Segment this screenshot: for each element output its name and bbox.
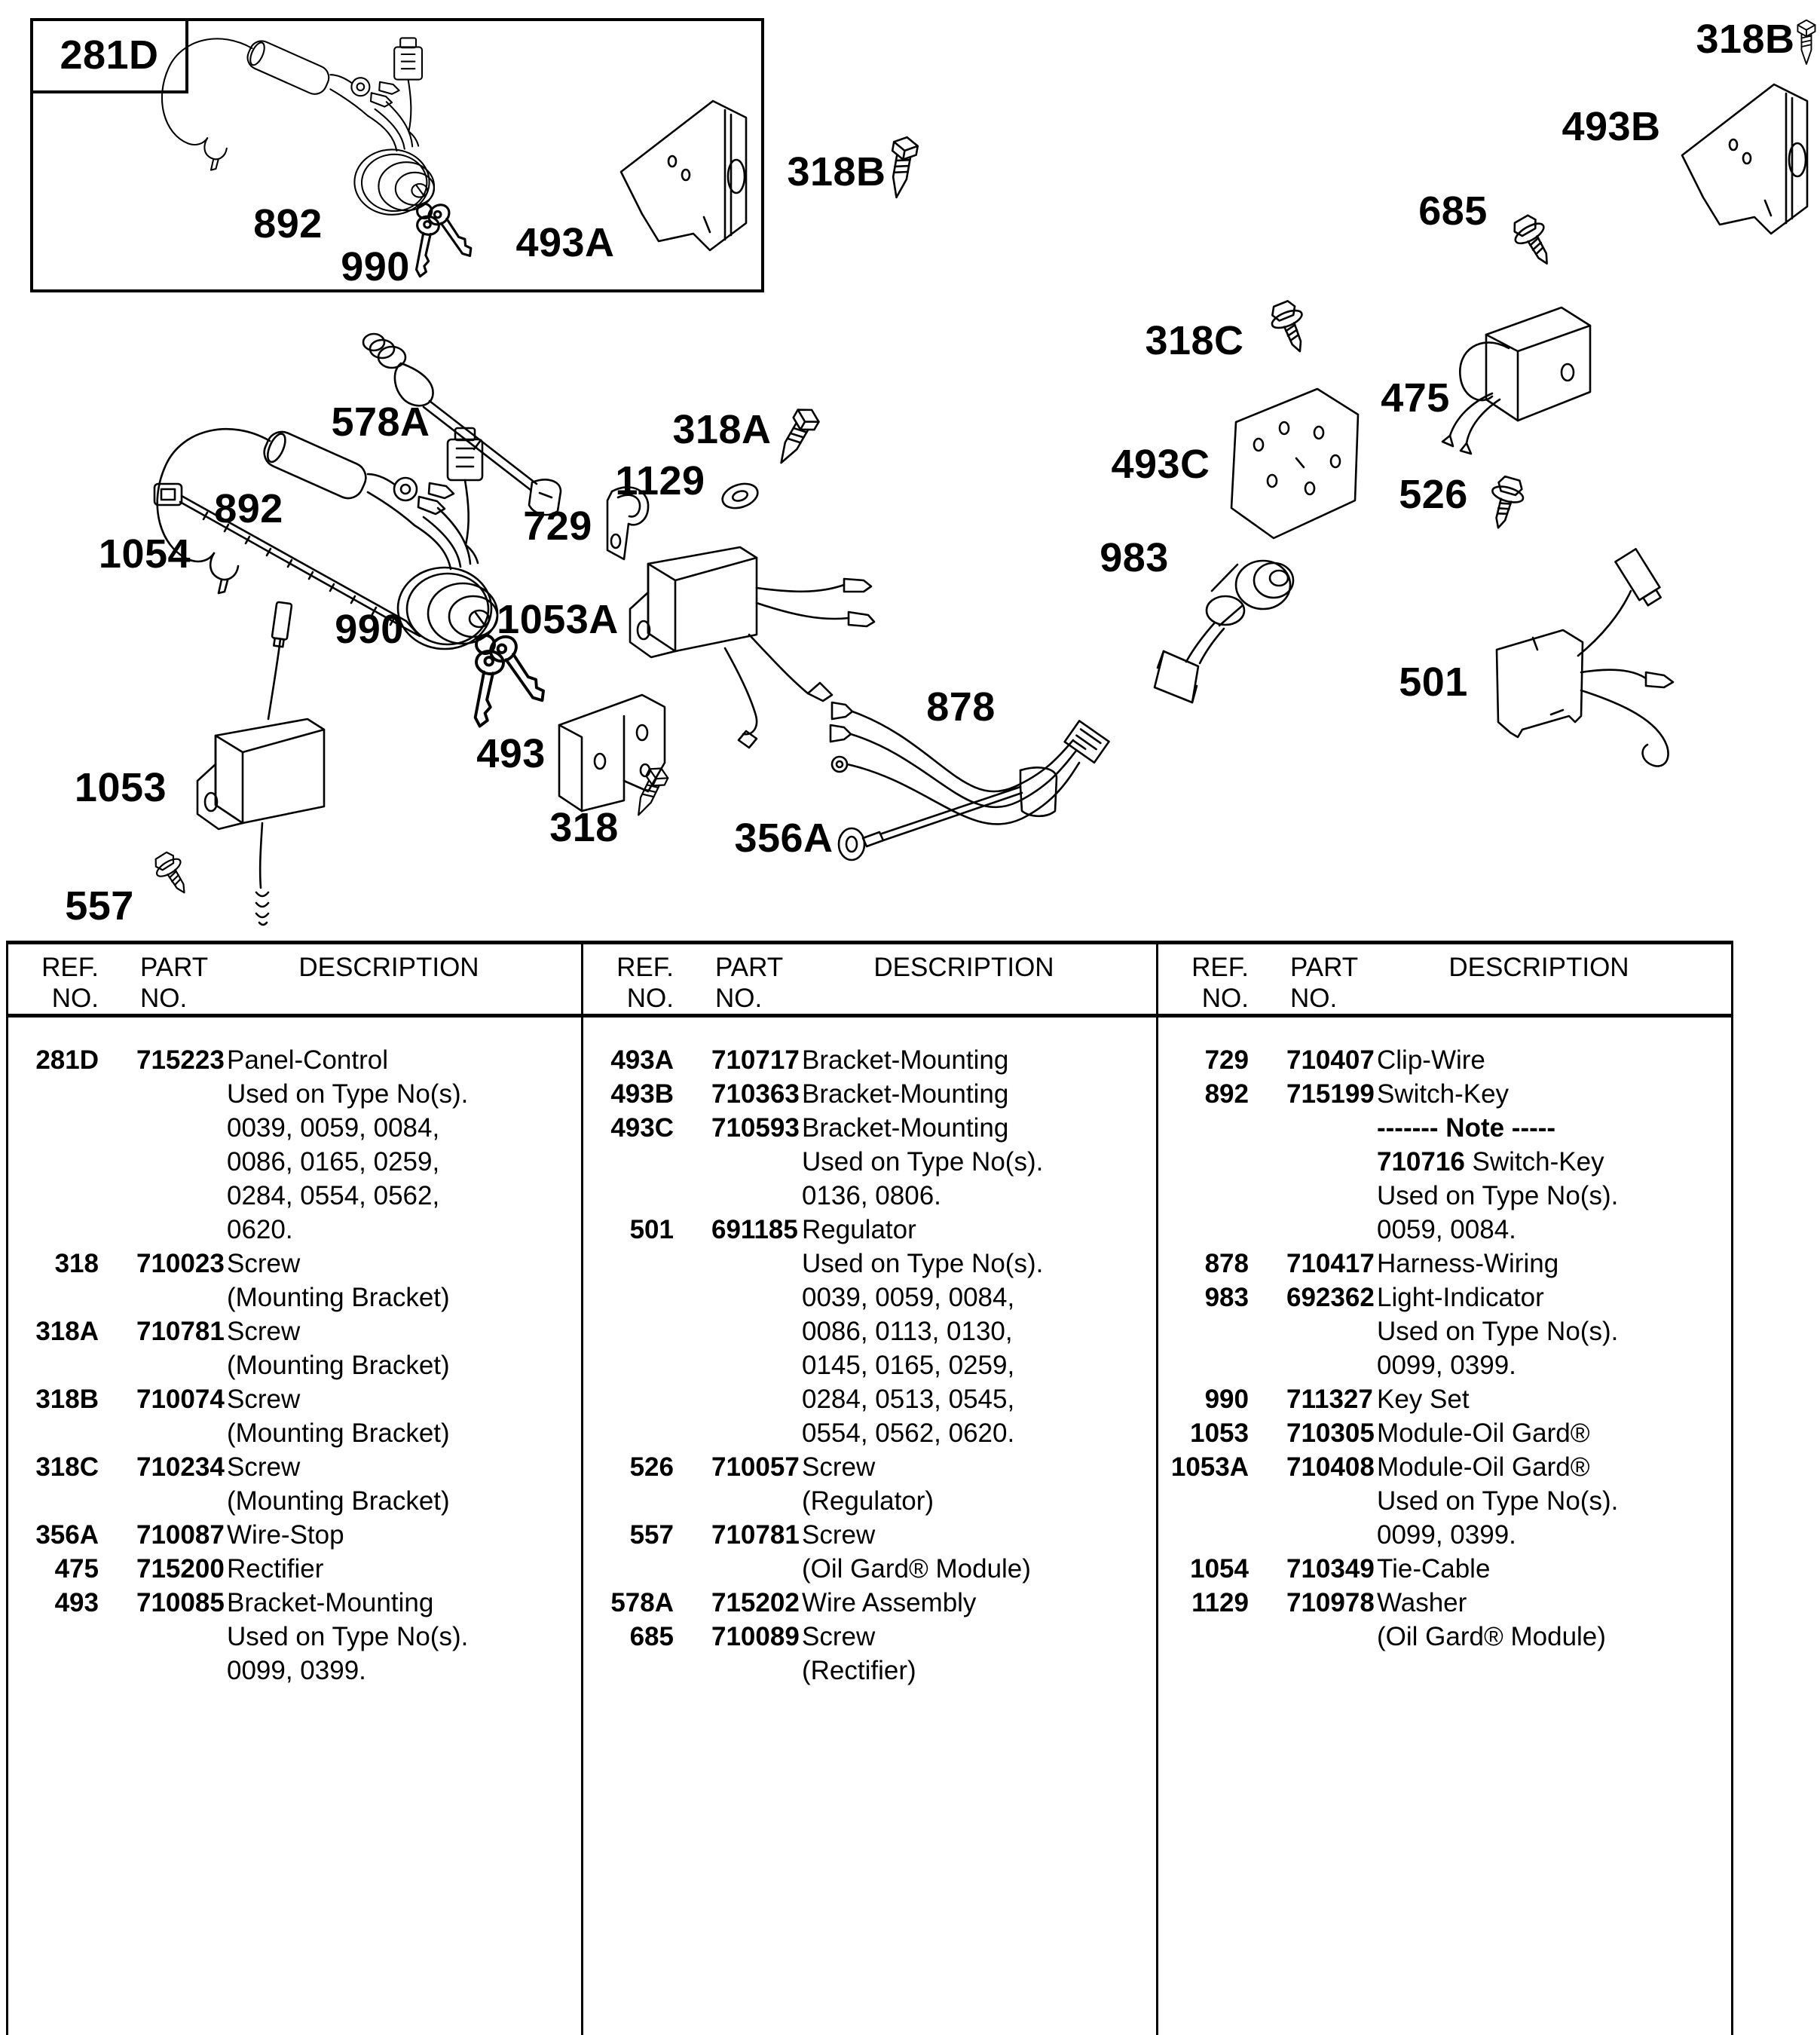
table-row (583, 1043, 1156, 1077)
table-row (1158, 1077, 1731, 1247)
column-rows (1158, 1017, 1731, 1654)
table-column (8, 944, 583, 2035)
header-part-no: PART NO. (140, 953, 209, 1013)
column-header (583, 944, 1156, 1017)
description-line: Used on Type No(s). (802, 1147, 1044, 1177)
part-module-oil-gard-1053 (197, 602, 324, 925)
description-line: (Rectifier) (802, 1656, 916, 1685)
part-label-685-7: 685 (1418, 188, 1488, 234)
table-row (8, 1586, 581, 1688)
part-screw-685 (1507, 211, 1560, 271)
description-line: Wire-Stop (227, 1520, 344, 1550)
row-ref-no: 475 (54, 1554, 99, 1584)
part-label-501-13: 501 (1399, 659, 1468, 705)
description-line: Screw (227, 1317, 301, 1346)
table-row (583, 1620, 1156, 1688)
description-line: Screw (227, 1452, 301, 1482)
part-label-729-17: 729 (523, 503, 592, 549)
part-label-493a-3: 493A (515, 220, 615, 265)
row-part-no: 710417 (1286, 1249, 1375, 1278)
table-row (1158, 1043, 1731, 1077)
part-screw-318a (771, 404, 822, 469)
header-ref-no: REF. NO. (1191, 953, 1249, 1013)
description-line: 710716 Switch-Key (1377, 1147, 1604, 1177)
row-description (227, 1586, 581, 1688)
row-ref-no: 493 (54, 1588, 99, 1617)
column-rows (583, 1017, 1156, 1688)
header-part-no: PART NO. (715, 953, 784, 1013)
part-bracket-mounting-493 (559, 695, 665, 811)
description-line: 0099, 0399. (1377, 1520, 1516, 1550)
description-line: Regulator (802, 1215, 916, 1244)
table-column (583, 944, 1158, 2035)
description-line: 0039, 0059, 0084, (802, 1283, 1015, 1312)
part-label-493c-10: 493C (1111, 442, 1210, 487)
row-description (802, 1450, 1156, 1518)
table-row (8, 1043, 581, 1247)
column-header (1158, 944, 1731, 1017)
row-description (802, 1077, 1156, 1111)
row-part-no: 710023 (136, 1249, 225, 1278)
row-ref-no: 990 (1204, 1385, 1249, 1414)
table-row (8, 1518, 581, 1552)
row-description (1377, 1281, 1731, 1382)
table-row (583, 1450, 1156, 1518)
description-line: Light-Indicator (1377, 1283, 1544, 1312)
part-label-578a-27: 578A (331, 399, 430, 445)
description-line: 0145, 0165, 0259, (802, 1351, 1015, 1380)
part-label-318a-15: 318A (672, 407, 772, 452)
description-line: 0086, 0165, 0259, (227, 1147, 440, 1177)
header-part-no: PART NO. (1290, 953, 1359, 1013)
row-part-no: 710717 (711, 1045, 800, 1075)
column-header (8, 944, 581, 1017)
description-line: 0284, 0513, 0545, (802, 1385, 1015, 1414)
row-ref-no: 356A (35, 1520, 99, 1550)
table-row (1158, 1586, 1731, 1654)
row-part-no: 710407 (1286, 1045, 1375, 1075)
description-line: Used on Type No(s). (227, 1079, 469, 1109)
row-description (802, 1518, 1156, 1586)
description-line: (Mounting Bracket) (227, 1418, 450, 1448)
table-row (583, 1077, 1156, 1111)
description-line: (Mounting Bracket) (227, 1486, 450, 1516)
table-column (1158, 944, 1731, 2035)
part-label-878-14: 878 (926, 684, 996, 730)
column-rows (8, 1017, 581, 1688)
description-line: Switch-Key (1377, 1079, 1510, 1109)
parts-table-columns (8, 944, 1731, 2035)
part-label-318b-4: 318B (787, 149, 886, 194)
description-line: Washer (1377, 1588, 1467, 1617)
description-line: Bracket-Mounting (802, 1079, 1009, 1109)
description-line: Screw (227, 1385, 301, 1414)
part-label-1129-16: 1129 (615, 458, 705, 503)
table-row (1158, 1247, 1731, 1281)
description-line: Screw (227, 1249, 301, 1278)
row-description (1377, 1382, 1731, 1416)
description-line: Screw (802, 1520, 876, 1550)
description-line: Harness-Wiring (1377, 1249, 1559, 1278)
description-line: Used on Type No(s). (227, 1622, 469, 1651)
row-description (802, 1111, 1156, 1213)
row-ref-no: 318A (35, 1317, 99, 1346)
row-ref-no: 318B (35, 1385, 99, 1414)
part-bracket-mounting-493a (621, 101, 746, 250)
part-rectifier-475 (1442, 308, 1590, 454)
description-line: 0099, 0399. (227, 1656, 366, 1685)
row-part-no: 710087 (136, 1520, 225, 1550)
part-label-281d-0: 281D (60, 32, 159, 78)
row-ref-no: 1053 (1190, 1418, 1249, 1448)
row-part-no: 710074 (136, 1385, 225, 1414)
header-ref-no: REF. NO. (616, 953, 674, 1013)
part-label-356a-21: 356A (734, 816, 834, 861)
row-part-no: 710781 (711, 1520, 800, 1550)
row-description (802, 1043, 1156, 1077)
row-ref-no: 1054 (1190, 1554, 1249, 1584)
table-row (8, 1314, 581, 1382)
part-switch-key-892 (158, 427, 554, 729)
description-line: Key Set (1377, 1385, 1470, 1414)
table-row (8, 1450, 581, 1518)
row-part-no: 715223 (136, 1045, 225, 1075)
description-line: Wire Assembly (802, 1588, 977, 1617)
row-ref-no: 501 (629, 1215, 674, 1244)
row-ref-no: 729 (1204, 1045, 1249, 1075)
part-label-990-26: 990 (335, 607, 404, 652)
description-line: 0620. (227, 1215, 293, 1244)
row-ref-no: 281D (35, 1045, 99, 1075)
row-part-no: 710363 (711, 1079, 800, 1109)
header-description: DESCRIPTION (1448, 953, 1629, 982)
row-part-no: 710305 (1286, 1418, 1375, 1448)
part-label-1054-24: 1054 (98, 531, 191, 577)
table-row (1158, 1552, 1731, 1586)
table-row (1158, 1281, 1731, 1382)
row-description (1377, 1586, 1731, 1654)
row-ref-no: 892 (1204, 1079, 1249, 1109)
part-bracket-mounting-493c (1231, 389, 1358, 538)
description-line: 0099, 0399. (1377, 1351, 1516, 1380)
description-line: 0136, 0806. (802, 1181, 941, 1210)
row-description (1377, 1043, 1731, 1077)
description-line: Bracket-Mounting (802, 1045, 1009, 1075)
description-line: (Oil Gard® Module) (802, 1554, 1031, 1584)
part-regulator-501 (1497, 549, 1673, 766)
row-part-no: 710089 (711, 1622, 800, 1651)
row-part-no: 715200 (136, 1554, 225, 1584)
table-row (583, 1518, 1156, 1586)
part-screw-318b (885, 135, 919, 199)
row-description (227, 1450, 581, 1518)
row-description (227, 1247, 581, 1314)
description-line: Rectifier (227, 1554, 324, 1584)
row-description (227, 1043, 581, 1247)
row-part-no: 710234 (136, 1452, 225, 1482)
row-ref-no: 493C (610, 1113, 674, 1143)
description-line: Clip-Wire (1377, 1045, 1485, 1075)
row-part-no: 710593 (711, 1113, 800, 1143)
description-line: Screw (802, 1452, 876, 1482)
row-description (802, 1620, 1156, 1688)
description-line: (Oil Gard® Module) (1377, 1622, 1606, 1651)
part-label-318c-8: 318C (1145, 318, 1244, 363)
part-label-1053a-18: 1053A (497, 597, 619, 642)
row-description (227, 1552, 581, 1586)
description-line: Bracket-Mounting (802, 1113, 1009, 1143)
part-light-indicator-983 (1155, 561, 1293, 702)
row-ref-no: 578A (610, 1588, 674, 1617)
row-ref-no: 1053A (1170, 1452, 1249, 1482)
row-ref-no: 557 (629, 1520, 674, 1550)
part-screw-318b-2 (1797, 20, 1815, 64)
row-ref-no: 878 (1204, 1249, 1249, 1278)
diagram (0, 0, 1820, 942)
description-line: 0554, 0562, 0620. (802, 1418, 1015, 1448)
row-ref-no: 318C (35, 1452, 99, 1482)
row-description (1377, 1416, 1731, 1450)
part-label-526-11: 526 (1399, 472, 1468, 517)
description-line: Module-Oil Gard® (1377, 1452, 1590, 1482)
table-row (8, 1247, 581, 1314)
row-part-no: 715199 (1286, 1079, 1375, 1109)
description-line: Tie-Cable (1377, 1554, 1491, 1584)
row-description (227, 1518, 581, 1552)
description-line: Panel-Control (227, 1045, 388, 1075)
parts-table (6, 941, 1733, 2035)
row-ref-no: 685 (629, 1622, 674, 1651)
row-part-no: 692362 (1286, 1283, 1375, 1312)
description-line: Bracket-Mounting (227, 1588, 434, 1617)
table-row (583, 1586, 1156, 1620)
part-screw-318c (1266, 298, 1314, 357)
row-description (227, 1382, 581, 1450)
part-label-318b-6: 318B (1696, 17, 1795, 62)
description-line: 0059, 0084. (1377, 1215, 1516, 1244)
row-part-no: 710085 (136, 1588, 225, 1617)
table-row (1158, 1382, 1731, 1416)
row-part-no: 711327 (1286, 1385, 1373, 1414)
table-row (583, 1111, 1156, 1213)
part-bracket-mounting-493b (1682, 84, 1807, 234)
row-ref-no: 318 (54, 1249, 99, 1278)
table-row (1158, 1416, 1731, 1450)
part-label-475-9: 475 (1381, 375, 1450, 421)
description-line: (Regulator) (802, 1486, 934, 1516)
row-part-no: 710781 (136, 1317, 225, 1346)
part-label-318-20: 318 (549, 805, 619, 850)
description-line: Used on Type No(s). (802, 1249, 1044, 1278)
description-line: Used on Type No(s). (1377, 1486, 1619, 1516)
part-label-493-19: 493 (476, 731, 546, 776)
part-label-892-1: 892 (253, 201, 323, 246)
description-line: 0284, 0554, 0562, (227, 1181, 440, 1210)
part-screw-557 (150, 849, 196, 900)
row-description (1377, 1552, 1731, 1586)
description-line: Used on Type No(s). (1377, 1317, 1619, 1346)
row-ref-no: 493A (610, 1045, 674, 1075)
row-description (1377, 1247, 1731, 1281)
row-part-no: 691185 (711, 1215, 798, 1244)
part-label-493b-5: 493B (1562, 104, 1661, 149)
part-label-557-23: 557 (65, 883, 134, 929)
row-ref-no: 1129 (1191, 1588, 1249, 1617)
part-washer-1129 (720, 479, 761, 512)
table-row (1158, 1450, 1731, 1552)
row-description (1377, 1077, 1731, 1247)
row-description (802, 1586, 1156, 1620)
row-description (802, 1213, 1156, 1450)
row-ref-no: 526 (629, 1452, 674, 1482)
row-part-no: 710408 (1286, 1452, 1375, 1482)
row-part-no: 710978 (1286, 1588, 1375, 1617)
part-label-990-2: 990 (341, 244, 410, 289)
part-label-892-25: 892 (214, 486, 283, 531)
row-description (227, 1314, 581, 1382)
description-line: ------- Note ----- (1377, 1113, 1556, 1143)
header-description: DESCRIPTION (298, 953, 479, 982)
part-label-983-12: 983 (1100, 535, 1169, 580)
description-line: (Mounting Bracket) (227, 1351, 450, 1380)
description-line: 0086, 0113, 0130, (802, 1317, 1013, 1346)
row-ref-no: 493B (610, 1079, 674, 1109)
diagram-art (0, 0, 1820, 942)
header-description: DESCRIPTION (873, 953, 1054, 982)
row-part-no: 710349 (1286, 1554, 1375, 1584)
row-part-no: 710057 (711, 1452, 800, 1482)
row-ref-no: 983 (1204, 1283, 1249, 1312)
description-line: Used on Type No(s). (1377, 1181, 1619, 1210)
description-line: Module-Oil Gard® (1377, 1418, 1590, 1448)
description-line: 0039, 0059, 0084, (227, 1113, 440, 1143)
table-row (8, 1382, 581, 1450)
row-part-no: 715202 (711, 1588, 800, 1617)
table-row (8, 1552, 581, 1586)
part-screw-526 (1483, 474, 1528, 532)
description-line: (Mounting Bracket) (227, 1283, 450, 1312)
part-label-1053-22: 1053 (74, 765, 167, 810)
description-line: Screw (802, 1622, 876, 1651)
row-description (1377, 1450, 1731, 1552)
table-row (583, 1213, 1156, 1450)
header-ref-no: REF. NO. (41, 953, 99, 1013)
